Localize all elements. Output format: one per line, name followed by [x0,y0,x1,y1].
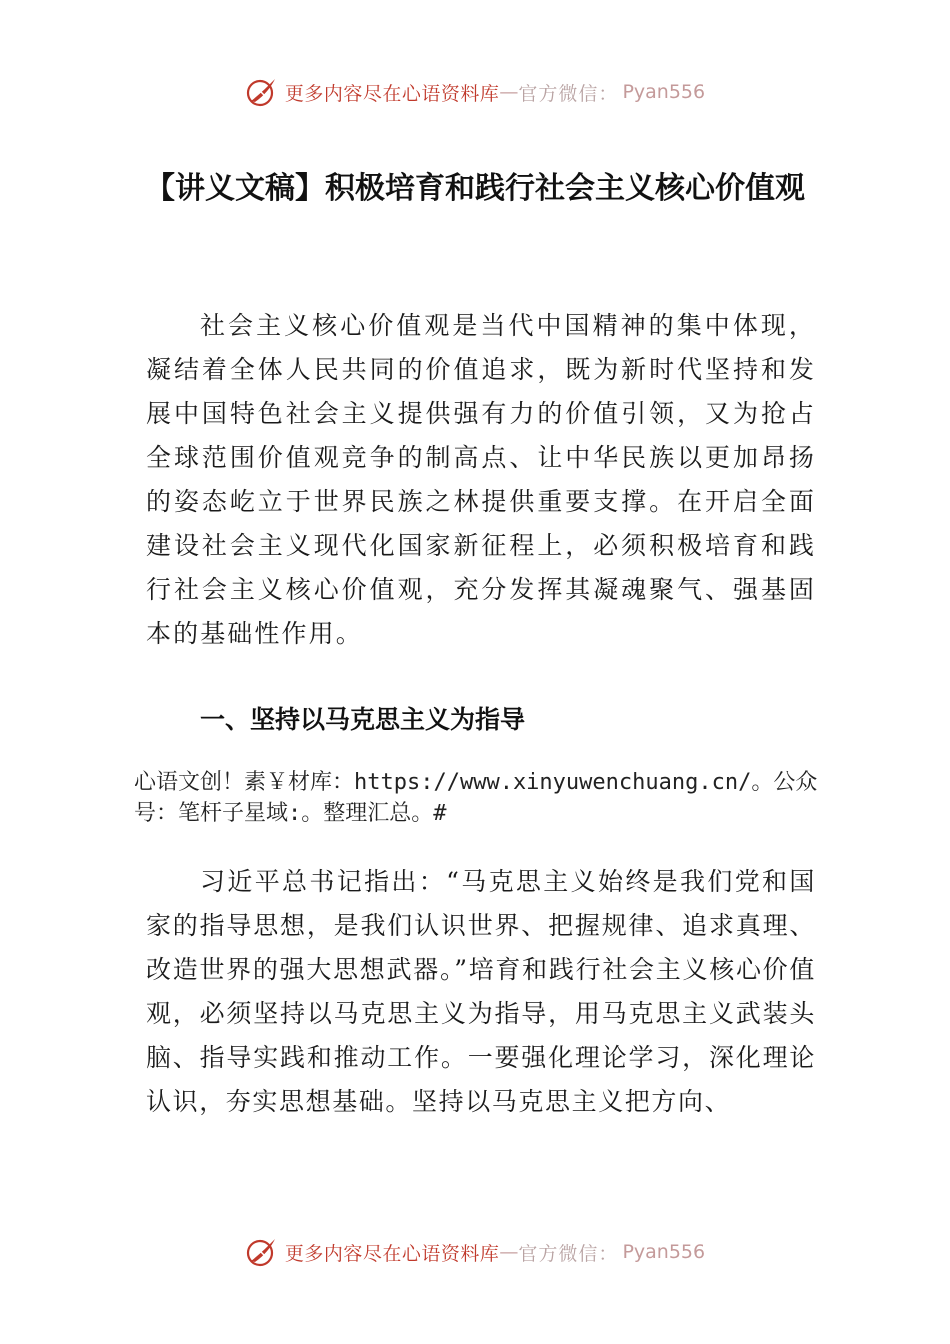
banner-official-label: 官方微信： [518,1242,619,1265]
footer-banner [0,1230,950,1274]
watermark-note: 心语文创！素￥材库：https://www.xinyuwenchuang.cn/。公众号：笔杆子星域:。整理汇总。# [134,770,818,826]
banner-brand-text: 更多内容尽在心语资料库 [284,82,500,105]
banner-wechat-handle: Pyan556 [622,1241,706,1263]
header-banner [0,70,950,114]
banner-official-label: 官方微信： [518,82,619,105]
feather-logo-icon [245,75,279,109]
intro-paragraph: 社会主义核心价值观是当代中国精神的集中体现，凝结着全体人民共同的价值追求，既为新时代坚持和发展中国特色社会主义提供强有力的价值引领，又为抢占全球范围价值观竞争的制高点、让中华民族以更加昂扬的姿态屹立于世界民族之林提供重要支撑。在开启全面建设社会主义现代化国家新征程上，必须积极培育和践行社会主义核心价值观，充分发挥其凝魂聚气、强基固本的基础性作用。 [146,311,816,648]
banner-dash: — [499,1241,519,1263]
document-title: 【讲义文稿】积极培育和践行社会主义核心价值观 [145,171,805,206]
section-heading: 一、坚持以马克思主义为指导 [200,705,526,734]
feather-logo-icon [245,1235,279,1269]
banner-wechat-handle: Pyan556 [622,81,706,103]
section-body-paragraph: 习近平总书记指出：“马克思主义始终是我们党和国家的指导思想，是我们认识世界、把握规律、追求真理、改造世界的强大思想武器。”培育和践行社会主义核心价值观，必须坚持以马克思主义为指导，用马克思主义武装头脑、指导实践和推动工作。一要强化理论学习，深化理论认识，夯实思想基础。坚持以马克思主义把方向、 [146,867,816,1116]
banner-dash: — [499,81,519,103]
banner-brand-text: 更多内容尽在心语资料库 [284,1242,500,1265]
